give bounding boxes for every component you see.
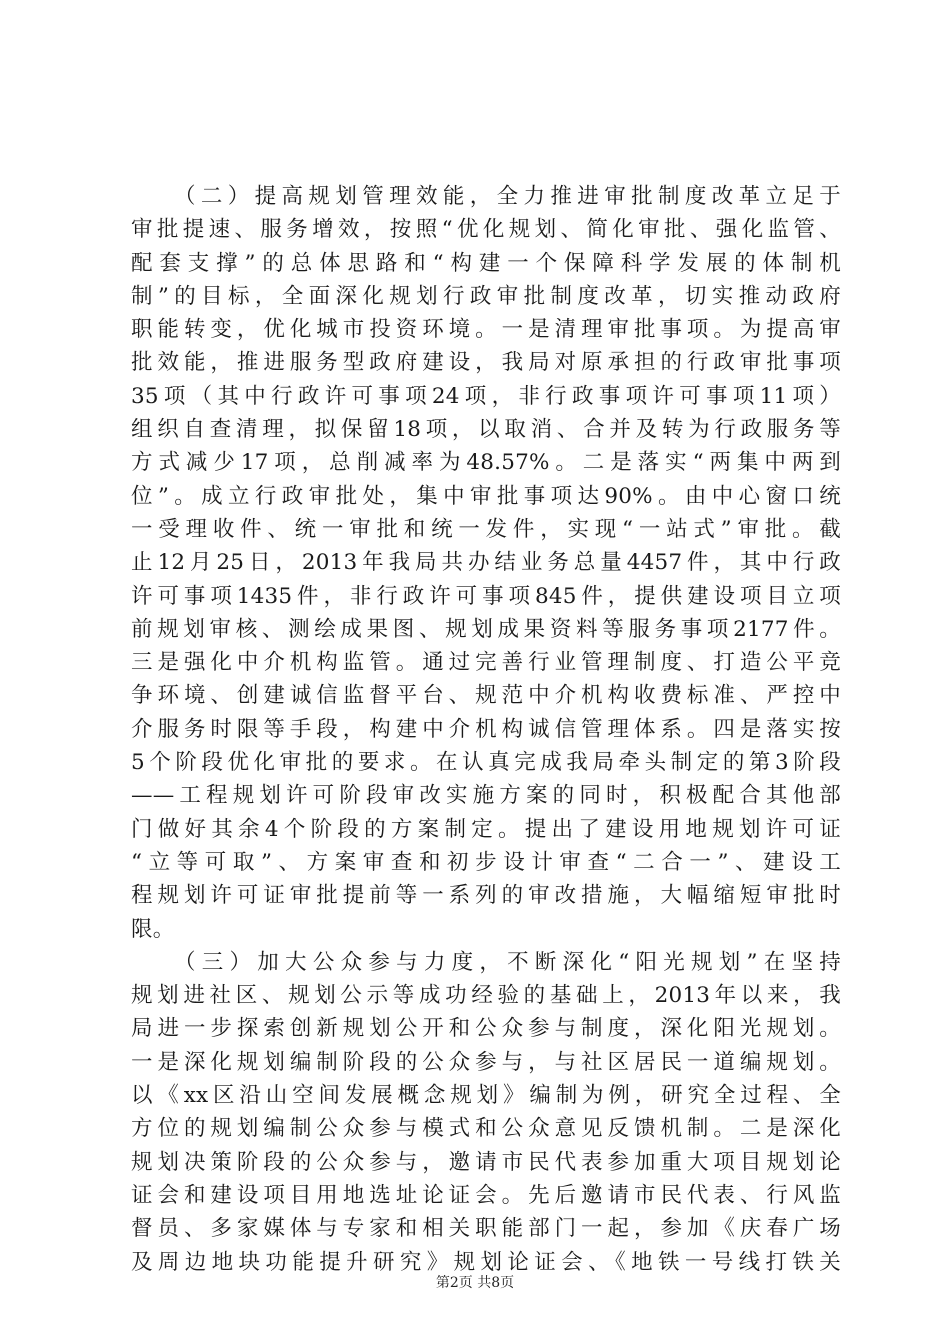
text-line: 配套支撑”的总体思路和“构建一个保障科学发展的体制机: [131, 250, 841, 276]
text-line: 门做好其余4个阶段的方案制定。提出了建设用地规划许可证: [131, 816, 841, 842]
text-line: 督员、多家媒体与专家和相关职能部门一起，参加《庆春广场: [131, 1216, 841, 1242]
text-line: 程规划许可证审批提前等一系列的审改措施，大幅缩短审批时: [131, 883, 841, 909]
text-line: 5个阶段优化审批的要求。在认真完成我局牵头制定的第3阶段: [131, 750, 841, 776]
text-line: 规划进社区、规划公示等成功经验的基础上，2013年以来，我: [131, 983, 841, 1009]
text-line: 及周边地块功能提升研究》规划论证会、《地铁一号线打铁关: [131, 1249, 841, 1275]
text-line: 限。: [131, 916, 175, 942]
page-number-label: 第2页 共8页: [435, 1275, 515, 1291]
text-line: 三是强化中介机构监管。通过完善行业管理制度、打造公平竞: [131, 650, 841, 676]
text-line: 审批提速、服务增效，按照“优化规划、简化审批、强化监管、: [131, 217, 841, 243]
text-line: 前规划审核、测绘成果图、规划成果资料等服务事项2177件。: [131, 616, 841, 642]
text-line: 争环境、创建诚信监督平台、规范中介机构收费标准、严控中: [131, 683, 841, 709]
text-line: 局进一步探索创新规划公开和公众参与制度，深化阳光规划。: [131, 1016, 841, 1042]
text-line: 许可事项1435件，非行政许可事项845件，提供建设项目立项: [131, 583, 841, 609]
text-line: 35项（其中行政许可事项24项，非行政事项许可事项11项）: [131, 383, 841, 409]
text-line: 批效能，推进服务型政府建设，我局对原承担的行政审批事项: [131, 350, 841, 376]
text-line: 位”。成立行政审批处，集中审批事项达90%。由中心窗口统: [131, 483, 841, 509]
text-line: ——工程规划许可阶段审改实施方案的同时，积极配合其他部: [131, 783, 841, 809]
text-line: 一受理收件、统一审批和统一发件，实现“一站式”审批。截: [131, 516, 841, 542]
text-line: 组织自查清理，拟保留18项，以取消、合并及转为行政服务等: [131, 417, 841, 443]
text-line: 止12月25日，2013年我局共办结业务总量4457件，其中行政: [131, 550, 841, 576]
document-body: [131, 180, 841, 1279]
text-line: 规划决策阶段的公众参与，邀请市民代表参加重大项目规划论: [131, 1149, 841, 1175]
text-line: “立等可取”、方案审查和初步设计审查“二合一”、建设工: [131, 849, 841, 875]
page-footer: [0, 1272, 950, 1292]
text-line: 制”的目标，全面深化规划行政审批制度改革，切实推动政府: [131, 283, 841, 309]
text-line: 职能转变，优化城市投资环境。一是清理审批事项。为提高审: [131, 317, 841, 343]
text-line: 方位的规划编制公众参与模式和公众意见反馈机制。二是深化: [131, 1116, 841, 1142]
text-line: 介服务时限等手段，构建中介机构诚信管理体系。四是落实按: [131, 716, 841, 742]
text-line: 证会和建设项目用地选址论证会。先后邀请市民代表、行风监: [131, 1182, 841, 1208]
text-line: 方式减少17项，总削减率为48.57%。二是落实“两集中两到: [131, 450, 841, 476]
text-line: （二）提高规划管理效能，全力推进审批制度改革立足于: [174, 184, 841, 209]
text-line: 一是深化规划编制阶段的公众参与，与社区居民一道编规划。: [131, 1049, 841, 1075]
text-line: （三）加大公众参与力度，不断深化“阳光规划”在坚持: [174, 949, 841, 975]
text-line: 以《xx区沿山空间发展概念规划》编制为例，研究全过程、全: [131, 1083, 841, 1109]
